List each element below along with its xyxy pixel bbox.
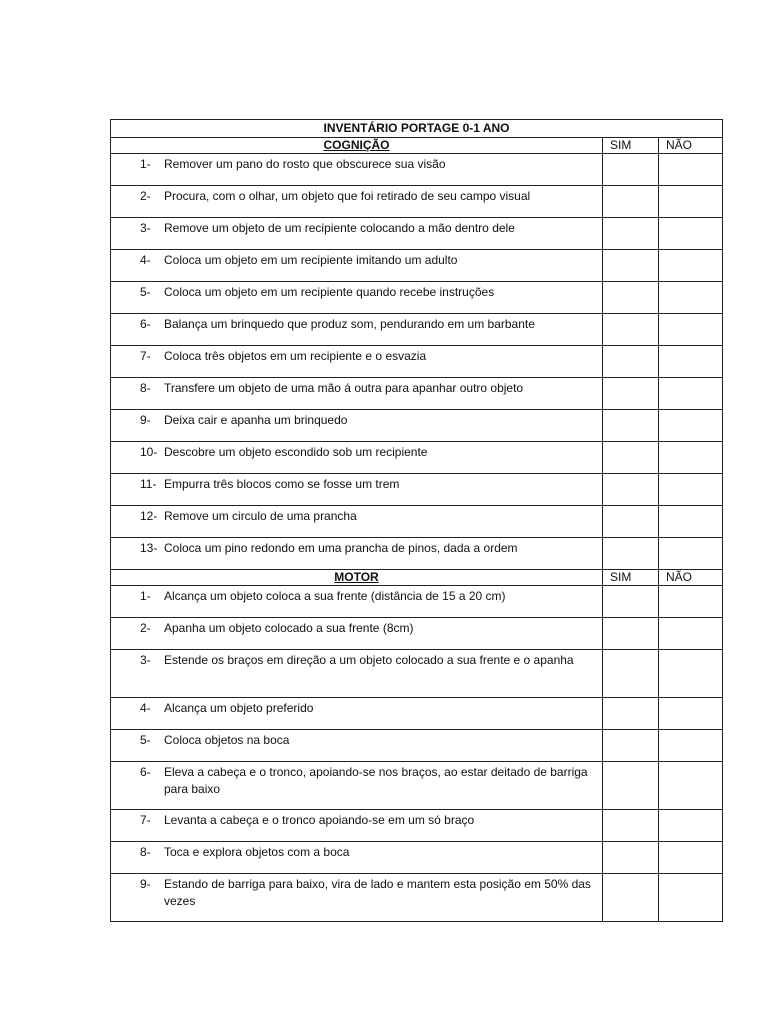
sim-checkbox-cell[interactable] (603, 250, 659, 282)
item-text: Alcança um objeto preferido (164, 701, 314, 715)
item-number: 9- (140, 413, 151, 427)
nao-checkbox-cell[interactable] (659, 218, 723, 250)
item-number: 3- (140, 221, 151, 235)
item-cell (111, 410, 603, 442)
nao-checkbox-cell[interactable] (659, 842, 723, 874)
nao-checkbox-cell[interactable] (659, 282, 723, 314)
item-number: 8- (140, 381, 151, 395)
table-row (111, 410, 723, 442)
item-number: 4- (140, 253, 151, 267)
item-cell (111, 762, 603, 810)
item-text: Remove um objeto de um recipiente colocando a mão dentro dele (164, 221, 515, 235)
section-header-row (111, 138, 723, 154)
column-header-sim: SIM (603, 570, 659, 586)
section-title: COGNIÇÃO (111, 138, 603, 154)
table-row (111, 218, 723, 250)
sim-checkbox-cell[interactable] (603, 618, 659, 650)
item-text: Coloca três objetos em um recipiente e o esvazia (164, 349, 427, 363)
sim-checkbox-cell[interactable] (603, 186, 659, 218)
inventory-title-row (111, 120, 723, 138)
item-number: 4- (140, 701, 151, 715)
nao-checkbox-cell[interactable] (659, 618, 723, 650)
item-number: 1- (140, 589, 151, 603)
item-cell (111, 314, 603, 346)
table-row (111, 842, 723, 874)
sim-checkbox-cell[interactable] (603, 874, 659, 922)
table-row (111, 586, 723, 618)
table-row (111, 186, 723, 218)
nao-checkbox-cell[interactable] (659, 314, 723, 346)
sim-checkbox-cell[interactable] (603, 842, 659, 874)
table-row (111, 474, 723, 506)
item-cell (111, 586, 603, 618)
nao-checkbox-cell[interactable] (659, 346, 723, 378)
item-cell (111, 650, 603, 698)
sim-checkbox-cell[interactable] (603, 762, 659, 810)
table-row (111, 730, 723, 762)
sim-checkbox-cell[interactable] (603, 314, 659, 346)
item-text: Deixa cair e apanha um brinquedo (164, 413, 348, 427)
item-cell (111, 698, 603, 730)
item-number: 6- (140, 765, 151, 779)
item-cell (111, 730, 603, 762)
item-text: Empurra três blocos como se fosse um trem (164, 477, 400, 491)
table-row (111, 314, 723, 346)
nao-checkbox-cell[interactable] (659, 730, 723, 762)
item-text: Remove um circulo de uma prancha (164, 509, 357, 523)
table-row (111, 154, 723, 186)
item-text: Descobre um objeto escondido sob um recipiente (164, 445, 428, 459)
item-text: Balança um brinquedo que produz som, pendurando em um barbante (164, 317, 535, 331)
item-number: 8- (140, 845, 151, 859)
item-text: Eleva a cabeça e o tronco, apoiando-se nos braços, ao estar deitado de barriga para baixo (164, 765, 588, 796)
item-cell (111, 842, 603, 874)
inventory-title: INVENTÁRIO PORTAGE 0-1 ANO (111, 120, 723, 138)
item-cell (111, 506, 603, 538)
sim-checkbox-cell[interactable] (603, 586, 659, 618)
column-header-nao: NÃO (659, 570, 723, 586)
sim-checkbox-cell[interactable] (603, 538, 659, 570)
item-number: 2- (140, 189, 151, 203)
column-header-sim: SIM (603, 138, 659, 154)
item-cell (111, 154, 603, 186)
nao-checkbox-cell[interactable] (659, 474, 723, 506)
item-cell (111, 186, 603, 218)
sim-checkbox-cell[interactable] (603, 506, 659, 538)
table-row (111, 378, 723, 410)
table-row (111, 874, 723, 922)
item-cell (111, 346, 603, 378)
nao-checkbox-cell[interactable] (659, 378, 723, 410)
sim-checkbox-cell[interactable] (603, 154, 659, 186)
nao-checkbox-cell[interactable] (659, 410, 723, 442)
sim-checkbox-cell[interactable] (603, 410, 659, 442)
item-text: Toca e explora objetos com a boca (164, 845, 350, 859)
section-header-row (111, 570, 723, 586)
table-row (111, 538, 723, 570)
section-title: MOTOR (111, 570, 603, 586)
item-number: 6- (140, 317, 151, 331)
sim-checkbox-cell[interactable] (603, 474, 659, 506)
sim-checkbox-cell[interactable] (603, 698, 659, 730)
nao-checkbox-cell[interactable] (659, 506, 723, 538)
item-number: 3- (140, 653, 151, 667)
nao-checkbox-cell[interactable] (659, 762, 723, 810)
sim-checkbox-cell[interactable] (603, 346, 659, 378)
item-number: 5- (140, 733, 151, 747)
column-header-nao: NÃO (659, 138, 723, 154)
item-number: 13- (140, 541, 158, 555)
item-number: 12- (140, 509, 158, 523)
item-number: 5- (140, 285, 151, 299)
item-cell (111, 378, 603, 410)
item-cell (111, 250, 603, 282)
nao-checkbox-cell[interactable] (659, 250, 723, 282)
item-number: 9- (140, 877, 151, 891)
nao-checkbox-cell[interactable] (659, 186, 723, 218)
item-number: 1- (140, 157, 151, 171)
nao-checkbox-cell[interactable] (659, 874, 723, 922)
table-row (111, 282, 723, 314)
item-text: Remover um pano do rosto que obscurece sua visão (164, 157, 446, 171)
item-text: Coloca um objeto em um recipiente imitando um adulto (164, 253, 458, 267)
nao-checkbox-cell[interactable] (659, 442, 723, 474)
sim-checkbox-cell[interactable] (603, 218, 659, 250)
sim-checkbox-cell[interactable] (603, 810, 659, 842)
nao-checkbox-cell[interactable] (659, 698, 723, 730)
item-cell (111, 442, 603, 474)
item-text: Coloca um objeto em um recipiente quando recebe instruções (164, 285, 495, 299)
item-text: Coloca objetos na boca (164, 733, 290, 747)
item-cell (111, 474, 603, 506)
item-cell (111, 618, 603, 650)
table-row (111, 698, 723, 730)
nao-checkbox-cell[interactable] (659, 650, 723, 698)
item-text: Estende os braços em direção a um objeto colocado a sua frente e o apanha (164, 653, 574, 667)
item-number: 2- (140, 621, 151, 635)
item-number: 11- (140, 477, 157, 491)
sim-checkbox-cell[interactable] (603, 282, 659, 314)
sim-checkbox-cell[interactable] (603, 442, 659, 474)
item-text: Procura, com o olhar, um objeto que foi retirado de seu campo visual (164, 189, 531, 203)
item-cell (111, 218, 603, 250)
item-text: Coloca um pino redondo em uma prancha de pinos, dada a ordem (164, 541, 518, 555)
portage-inventory-table (110, 119, 723, 922)
item-text: Alcança um objeto coloca a sua frente (distância de 15 a 20 cm) (164, 589, 506, 603)
sim-checkbox-cell[interactable] (603, 378, 659, 410)
nao-checkbox-cell[interactable] (659, 154, 723, 186)
table-row (111, 762, 723, 810)
item-number: 7- (140, 813, 151, 827)
item-text: Apanha um objeto colocado a sua frente (8cm) (164, 621, 414, 635)
table-row (111, 506, 723, 538)
table-row (111, 650, 723, 698)
item-text: Transfere um objeto de uma mão á outra para apanhar outro objeto (164, 381, 524, 395)
nao-checkbox-cell[interactable] (659, 586, 723, 618)
item-number: 10- (140, 445, 158, 459)
table-row (111, 442, 723, 474)
item-number: 7- (140, 349, 151, 363)
nao-checkbox-cell[interactable] (659, 810, 723, 842)
item-text: Levanta a cabeça e o tronco apoiando-se em um só braço (164, 813, 475, 827)
sim-checkbox-cell[interactable] (603, 730, 659, 762)
item-cell (111, 282, 603, 314)
item-text: Estando de barriga para baixo, vira de lado e mantem esta posição em 50% das vezes (164, 877, 591, 908)
item-cell (111, 538, 603, 570)
sim-checkbox-cell[interactable] (603, 650, 659, 698)
table-row (111, 618, 723, 650)
item-cell (111, 810, 603, 842)
table-row (111, 346, 723, 378)
nao-checkbox-cell[interactable] (659, 538, 723, 570)
item-cell (111, 874, 603, 922)
table-row (111, 810, 723, 842)
table-row (111, 250, 723, 282)
